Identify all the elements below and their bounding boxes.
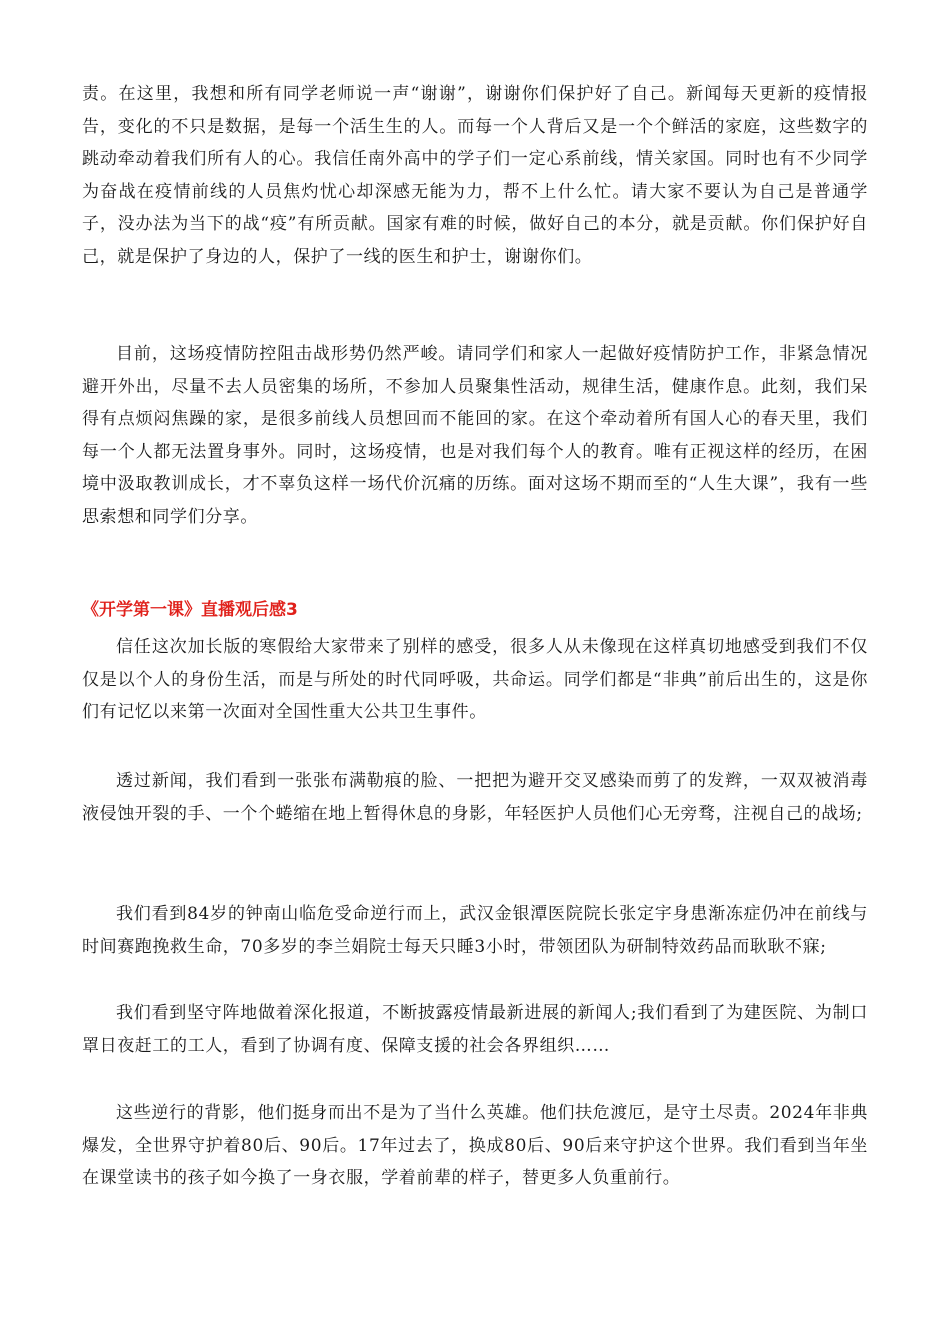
section-heading: 《开学第一课》直播观后感3 [82,600,298,620]
paragraph-3: 信任这次加长版的寒假给大家带来了别样的感受，很多人从未像现在这样真切地感受到我们不仅仅是以个人的身份生活，而是与所处的时代同呼吸，共命运。同学们都是“非典”前后出生的，这是你们有记忆以来第一次面对全国性重大公共卫生事件。 [82,637,868,722]
paragraph-4: 透过新闻，我们看到一张张布满勒痕的脸、一把把为避开交叉感染而剪了的发辫，一双双被消毒液侵蚀开裂的手、一个个蜷缩在地上暂得休息的身影，年轻医护人员他们心无旁骛，注视自己的战场; [82,771,868,824]
paragraph-5: 我们看到84岁的钟南山临危受命逆行而上，武汉金银潭医院院长张定宇身患渐冻症仍冲在前线与时间赛跑挽救生命，70多岁的李兰娟院士每天只睡3小时，带领团队为研制特效药品而耿耿不寐; [82,904,868,957]
paragraph-7: 这些逆行的背影，他们挺身而出不是为了当什么英雄。他们扶危渡厄，是守土尽责。2024年非典爆发，全世界守护着80后、90后。17年过去了，换成80后、90后来守护这个世界。我们看到当年坐在课堂读书的孩子如今换了一身衣服，学着前辈的样子，替更多人负重前行。 [82,1103,868,1188]
paragraph-6: 我们看到坚守阵地做着深化报道，不断披露疫情最新进展的新闻人;我们看到了为建医院、为制口罩日夜赶工的工人，看到了协调有度、保障支援的社会各界组织…… [82,1003,868,1056]
paragraph-1: 责。在这里，我想和所有同学老师说一声“谢谢”，谢谢你们保护好了自己。新闻每天更新的疫情报告，变化的不只是数据，是每一个活生生的人。而每一个人背后又是一个个鲜活的家庭，这些数字的跳动牵动着我们所有人的心。我信任南外高中的学子们一定心系前线，情关家国。同时也有不少同学为奋战在疫情前线的人员焦灼忧心却深感无能为力，帮不上什么忙。请大家不要认为自己是普通学子，没办法为当下的战“疫”有所贡献。国家有难的时候，做好自己的本分，就是贡献。你们保护好自己，就是保护了身边的人，保护了一线的医生和护士，谢谢你们。 [82,84,868,267]
paragraph-2: 目前，这场疫情防控阻击战形势仍然严峻。请同学们和家人一起做好疫情防护工作，非紧急情况避开外出，尽量不去人员密集的场所，不参加人员聚集性活动，规律生活，健康作息。此刻，我们呆得有点烦闷焦躁的家，是很多前线人员想回而不能回的家。在这个牵动着所有国人心的春天里，我们每一个人都无法置身事外。同时，这场疫情，也是对我们每个人的教育。唯有正视这样的经历，在困境中汲取教训成长，才不辜负这样一场代价沉痛的历练。面对这场不期而至的“人生大课”，我有一些思索想和同学们分享。 [82,344,868,527]
